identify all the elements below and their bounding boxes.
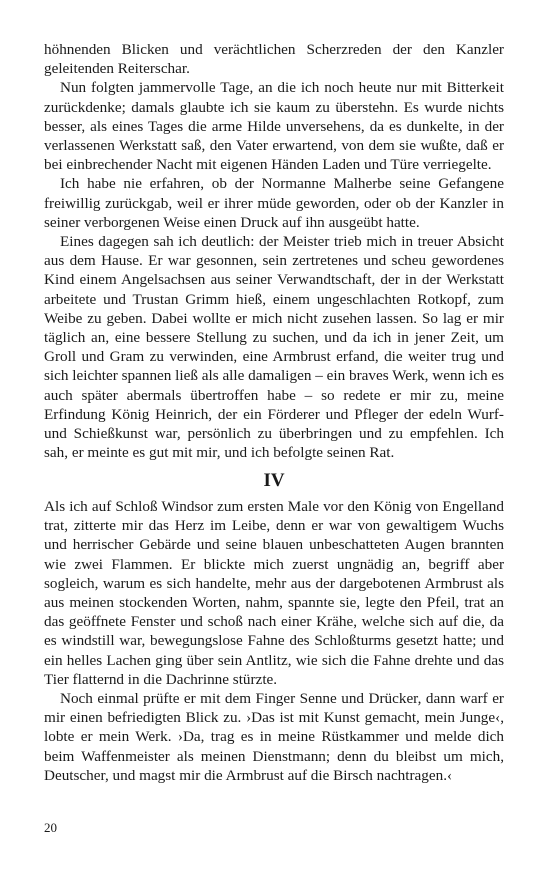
paragraph: Ich habe nie erfahren, ob der Normanne Malherbe seine Gefangene freiwillig zurückgab, weil er ihrer müde geworden, oder ob der Kanzler in seiner verborgenen Weise einen Druck auf ihn ausgeübt hatte. [44,175,504,231]
text-section-two [44,497,504,785]
paragraph-continued: höhnenden Blicken und verächtlichen Scherzreden der den Kanzler geleitenden Reiterschar. [44,41,504,78]
page-number: 20 [44,820,57,835]
paragraph: Noch einmal prüfte er mit dem Finger Senne und Drücker, dann warf er mir einen befriedigten Blick zu. ›Das ist mit Kunst gemacht, mein Junge‹, lobte er mein Werk. ›Da, trag es in meine Rüstkammer und melde dich beim Waffenmeister als meinen Dienstmann; denn du bleibst um mich, Deutscher, und magst mir die Armbrust auf die Birsch nachtragen.‹ [44,690,504,784]
paragraph: Nun folgten jammervolle Tage, an die ich noch heute nur mit Bitterkeit zurückdenke; damals glaubte ich sie kaum zu überstehn. Es wurde nichts besser, als eines Tages die arme Hilde unversehens, da es dunkelte, in der verlassenen Werkstatt saß, den Vater erwartend, von dem sie wußte, daß er bei einbrechender Nacht mit eigenen Händen Laden und Türe verriegelte. [44,79,504,174]
text-section-one [44,40,504,462]
chapter-heading: IV [263,470,285,491]
paragraph: Als ich auf Schloß Windsor zum ersten Male vor den König von Engelland trat, zitterte mir das Herz im Leibe, denn er war von gewaltigem Wuchs und herrischer Gebärde und seine blauen unbeschatteten Augen brannten wie zwei Flammen. Er blickte mich zuerst ungnädig an, begriff aber sogleich, warum es sich handelte, mehr aus der dargebotenen Armbrust als aus meinen stockenden Worten, nahm, spannte sie, legte den Pfeil, trat an das geöffnete Fenster und schoß nach einer Krähe, welche sich auf die, da es windstill war, bewegungslose Fahne des Schloßturms gesetzt hatte; und ein helles Lachen ging über sein Antlitz, wie sich die Fahne drehte und das Tier flatternd in die Dachrinne stürzte. [44,498,504,688]
paragraph: Eines dagegen sah ich deutlich: der Meister trieb mich in treuer Absicht aus dem Hause. Er war gesonnen, sein zertretenes und scheu gewordenes Kind einem Angelsachsen aus seiner Verwandtschaft, der in der Werkstatt arbeitete und Trustan Grimm hieß, einem ungeschlachten Rotkopf, zum Weibe zu geben. Dabei wollte er mich nicht zusehen lassen. So lag er mir täglich an, eine bessere Stellung zu suchen, und da ich in jener Zeit, um Groll und Gram zu verwinden, eine Armbrust erfand, die weiter trug und sich leichter spannen ließ als alle damaligen – ein braves Werk, wenn ich es auch später abermals übertroffen habe – so redete er mir zu, meine Erfindung König Heinrich, der ein Förderer und Pfleger der edeln Wurf- und Schießkunst war, persönlich zu überbringen und zu empfehlen. Ich sah, er meinte es gut mit mir, und ich befolgte seinen Rat. [44,233,504,462]
